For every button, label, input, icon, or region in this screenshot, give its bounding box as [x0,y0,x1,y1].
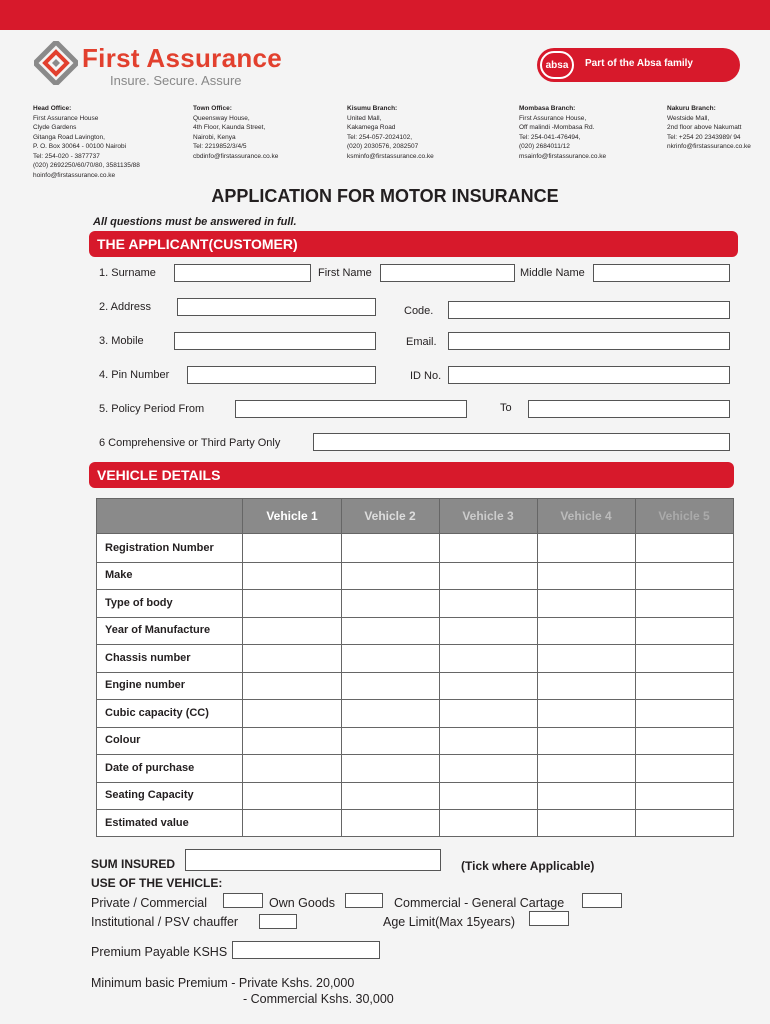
office-line: Queensway House, [193,114,250,122]
table-divider [537,499,538,836]
office-title: Mombasa Branch: [519,105,576,112]
office-title: Kisumu Branch: [347,105,398,112]
vehicle-column-header: Vehicle 2 [364,509,416,523]
vehicle-row-label: Cubic capacity (CC) [105,707,209,719]
brand-tagline: Insure. Secure. Assure [110,73,242,88]
table-divider [97,672,733,673]
age-limit-label: Age Limit(Max 15years) [383,915,515,929]
private-commercial-label: Private / Commercial [91,896,207,910]
first-name-field[interactable] [380,264,515,282]
vehicle-column-header: Vehicle 3 [462,509,514,523]
own-goods-label: Own Goods [269,896,336,910]
comprehensive-field[interactable] [313,433,730,451]
office-title: Town Office: [193,105,232,112]
office-line: nkrinfo@firstassurance.co.ke [667,143,751,150]
pin-field[interactable] [187,366,376,384]
office-nakuru [667,104,751,152]
office-line: Gitanga Road Lavington, [33,133,105,141]
institutional-psv-label: Institutional / PSV chauffer [91,915,239,929]
vehicle-row-label: Date of purchase [105,762,195,774]
institutional-psv-checkbox[interactable] [259,914,297,929]
absa-family-text: Part of the Absa family [585,58,693,69]
office-line: Westside Mall, [667,114,710,122]
table-divider [242,499,243,836]
table-divider [97,699,733,700]
policy-to-field[interactable] [528,400,730,418]
office-line: First Assurance House, [519,114,587,122]
form-instruction: All questions must be answered in full. [93,216,297,228]
private-commercial-checkbox[interactable] [223,893,263,908]
office-title: Head Office: [33,105,72,112]
commercial-general-checkbox[interactable] [582,893,622,908]
vehicle-column-header: Vehicle 5 [658,509,710,523]
office-line: P. O. Box 30064 - 00100 Nairobi [33,143,127,150]
email-label: Email. [406,336,437,348]
first-name-label: First Name [318,267,372,279]
table-divider [97,754,733,755]
surname-label: 1. Surname [99,267,156,279]
surname-field[interactable] [174,264,311,282]
premium-payable-field[interactable] [232,941,380,959]
vehicle-section-header: VEHICLE DETAILS [89,462,734,488]
office-line: (020) 2030576, 2082507 [347,143,419,150]
sum-insured-label: SUM INSURED [91,857,176,871]
form-title: APPLICATION FOR MOTOR INSURANCE [211,186,559,206]
office-line: Tel: 2219852/3/4/5 [193,143,247,150]
office-line: hoinfo@firstassurance.co.ke [33,171,116,179]
office-head [33,104,140,180]
office-line: (020) 2684011/12 [519,143,570,150]
pin-label: 4. Pin Number [99,369,170,381]
office-title: Nakuru Branch: [667,105,716,112]
vehicle-column-header: Vehicle 4 [560,509,612,523]
premium-payable-label: Premium Payable KSHS [91,945,228,959]
commercial-general-label: Commercial - General Cartage [394,896,565,910]
office-line: 4th Floor, Kaunda Street, [193,124,266,131]
table-divider [97,644,733,645]
vehicle-row-label: Type of body [105,597,173,609]
table-divider [97,727,733,728]
vehicle-row-label: Make [105,569,133,581]
office-town [193,104,278,161]
address-label: 2. Address [99,301,151,313]
office-line: Nairobi, Kenya [193,133,236,141]
table-divider [97,533,733,534]
comprehensive-label: 6 Comprehensive or Third Party Only [99,437,281,449]
age-limit-checkbox[interactable] [529,911,569,926]
table-divider [341,499,342,836]
vehicle-row-label: Colour [105,734,141,746]
email-field[interactable] [448,332,730,350]
address-field[interactable] [177,298,376,316]
id-no-label: ID No. [410,370,442,382]
vehicle-row-label: Seating Capacity [105,789,194,801]
tick-note: (Tick where Applicable) [461,859,595,873]
table-divider [97,809,733,810]
middle-name-field[interactable] [593,264,730,282]
table-divider [97,562,733,563]
table-divider [97,589,733,590]
policy-from-field[interactable] [235,400,467,418]
min-premium-private: Minimum basic Premium - Private Kshs. 20,000 [91,976,355,990]
office-line: Tel: 254-057-2024102, [347,133,413,141]
office-mombasa [519,104,606,161]
policy-to-label: To [500,402,512,414]
id-no-field[interactable] [448,366,730,384]
top-red-band [0,0,770,30]
vehicle-details-table [96,498,734,837]
vehicle-row-label: Estimated value [105,817,189,829]
office-line: msainfo@firstassurance.co.ke [519,152,607,160]
absa-logo: absa [540,51,574,79]
mobile-field[interactable] [174,332,376,350]
office-kisumu [347,104,434,161]
policy-from-label: 5. Policy Period From [99,403,205,415]
office-line: 2nd floor above Nakumatt [667,124,742,131]
office-line: Tel: 254-041-476494, [519,133,581,141]
first-assurance-logo-icon [34,41,78,85]
brand-name: First Assurance [82,43,283,73]
mobile-label: 3. Mobile [99,335,144,347]
vehicle-row-label: Engine number [105,679,186,691]
office-line: Tel: +254 20 2343989/ 94 [667,133,741,141]
office-line: Tel: 254-020 - 3877737 [33,152,100,160]
vehicle-row-label: Year of Manufacture [105,624,211,636]
code-field[interactable] [448,301,730,319]
office-line: Clyde Gardens [33,124,77,131]
table-divider [97,617,733,618]
use-of-vehicle-label: USE OF THE VEHICLE: [91,876,223,890]
office-line: (020) 2692250/60/70/80, 3581135/88 [33,162,140,169]
office-line: cbdinfo@firstassurance.co.ke [193,152,279,160]
table-divider [97,782,733,783]
vehicle-row-label: Registration Number [105,542,214,554]
office-line: United Mall, [347,114,382,122]
vehicle-column-header: Vehicle 1 [266,509,318,523]
table-divider [635,499,636,836]
applicant-section-header: THE APPLICANT(CUSTOMER) [89,231,738,257]
office-line: First Assurance House [33,114,99,122]
table-divider [439,499,440,836]
sum-insured-field[interactable] [185,849,441,871]
office-line: Kakamega Road [347,124,396,131]
own-goods-checkbox[interactable] [345,893,383,908]
min-premium-commercial: - Commercial Kshs. 30,000 [243,992,394,1006]
office-line: ksminfo@firstassurance.co.ke [347,152,434,160]
vehicle-row-label: Chassis number [105,652,191,664]
office-line: Off malindi -Mombasa Rd. [519,124,595,131]
middle-name-label: Middle Name [520,267,585,279]
code-label: Code. [404,305,434,317]
